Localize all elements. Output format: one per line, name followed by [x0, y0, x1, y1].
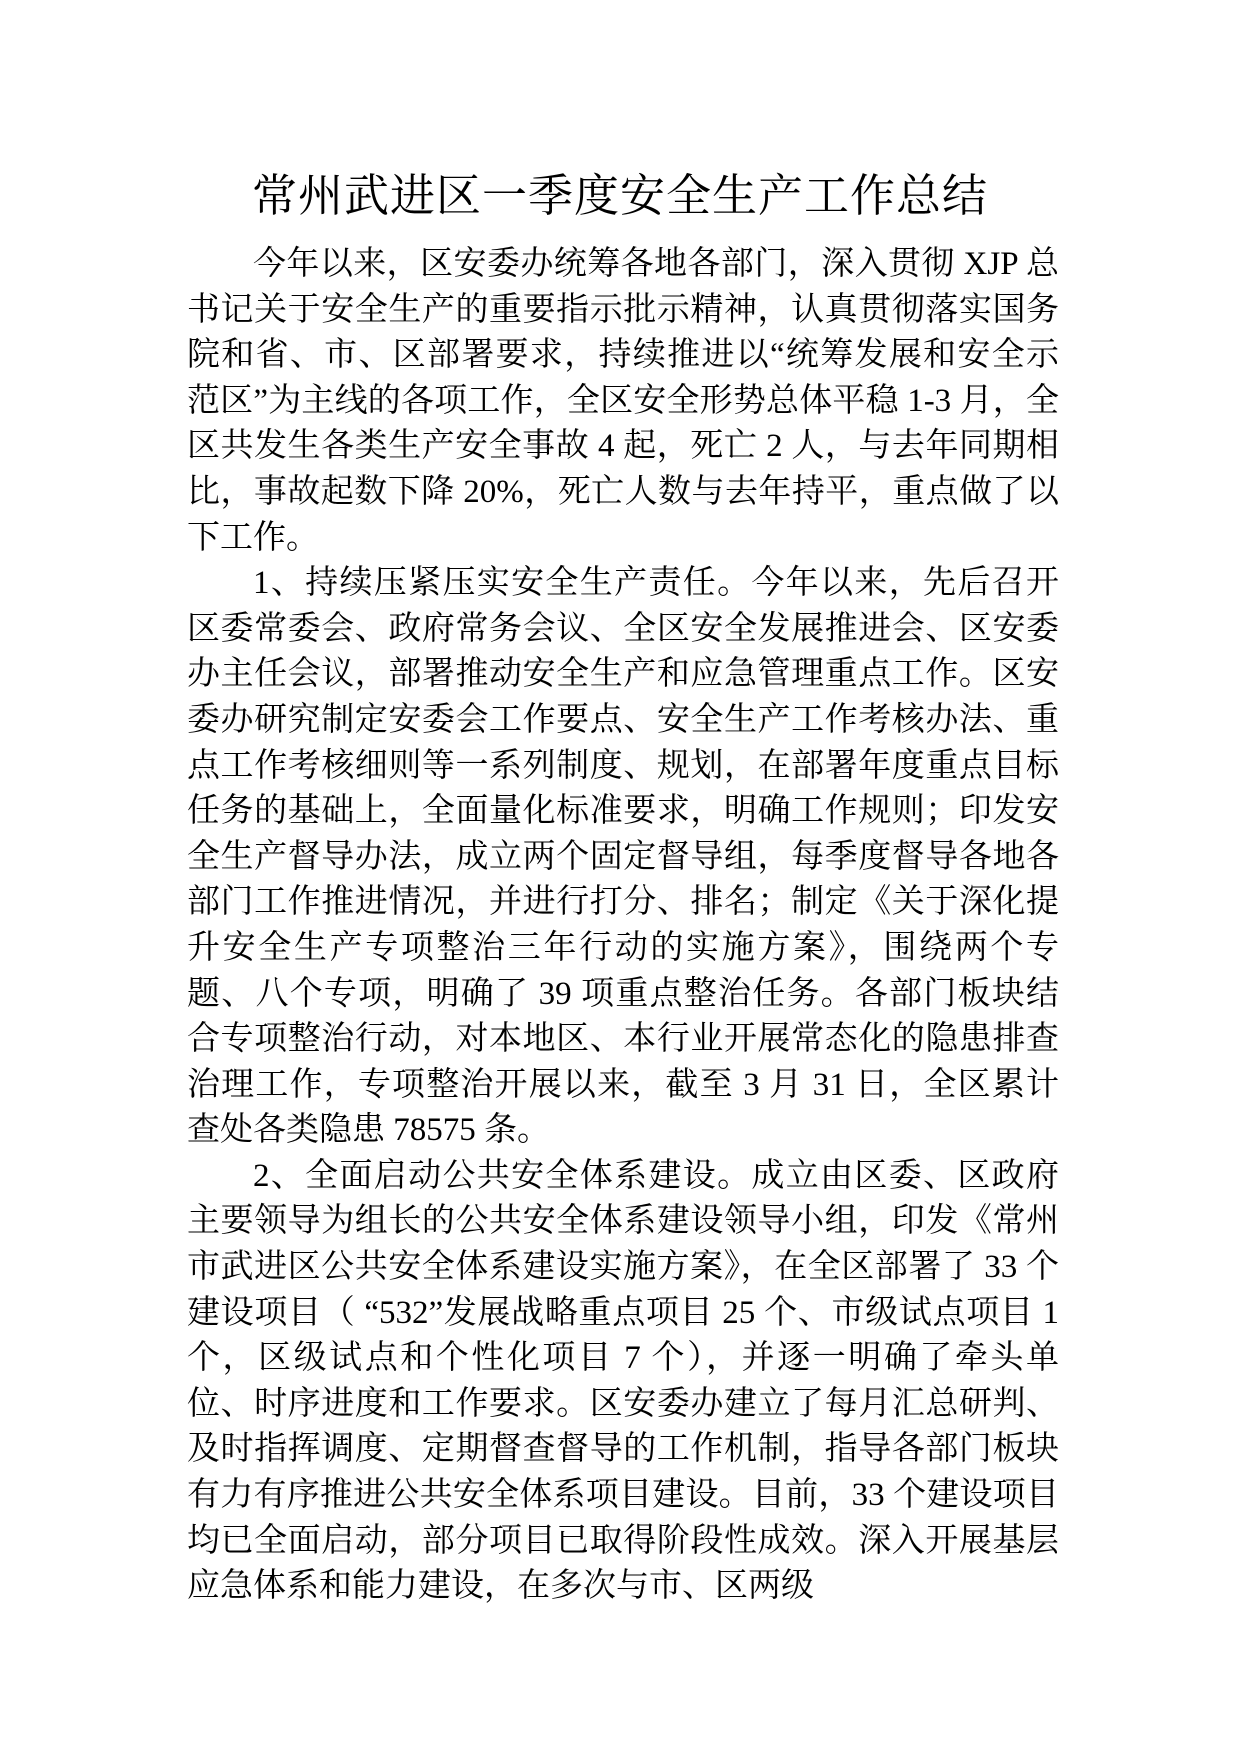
document-title: 常州武进区一季度安全生产工作总结	[251, 169, 988, 222]
paragraph-2-public-safety: 2、全面启动公共安全体系建设。成立由区委、区政府主要领导为组长的公共安全体系建设领导小组，印发《常州市武进区公共安全体系建设实施方案》，在全区部署了 33 个建设项目（ “532”发展战略重点项目 25 个、市级试点项目 1 个，区级试点和个性化项目 7 个），并逐一明确了牵头单位、时序进度和工作要求。区安委办建立了每月汇总研判、及时指挥调度、定期督查督导的工作机制，指导各部门板块有力有序推进公共安全体系项目建设。目前，33 个建设项目均已全面启动，部分项目已取得阶段性成效。深入开展基层应急体系和能力建设，在多次与市、区两级	[187, 1157, 1059, 1605]
document-body	[187, 242, 1059, 1610]
paragraph-intro: 今年以来，区安委办统筹各地各部门，深入贯彻 XJP 总书记关于安全生产的重要指示批示精神，认真贯彻落实国务院和省、市、区部署要求，持续推进以“统筹发展和安全示范区”为主线的各项工作，全区安全形势总体平稳 1-3 月，全区共发生各类生产安全事故 4 起，死亡 2 人，与去年同期相比，事故起数下降 20%，死亡人数与去年持平，重点做了以下工作。	[187, 246, 1059, 556]
paragraph-1-responsibility: 1、持续压紧压实安全生产责任。今年以来，先后召开区委常委会、政府常务会议、全区安全发展推进会、区安委办主任会议，部署推动安全生产和应急管理重点工作。区安委办研究制定安委会工作要点、安全生产工作考核办法、重点工作考核细则等一系列制度、规划，在部署年度重点目标任务的基础上，全面量化标准要求，明确工作规则；印发安全生产督导办法，成立两个固定督导组，每季度督导各地各部门工作推进情况，并进行打分、排名；制定《关于深化提升安全生产专项整治三年行动的实施方案》，围绕两个专题、八个专项，明确了 39 项重点整治任务。各部门板块结合专项整治行动，对本地区、本行业开展常态化的隐患排查治理工作，专项整治开展以来，截至 3 月 31 日，全区累计查处各类隐患 78575 条。	[187, 565, 1059, 1149]
